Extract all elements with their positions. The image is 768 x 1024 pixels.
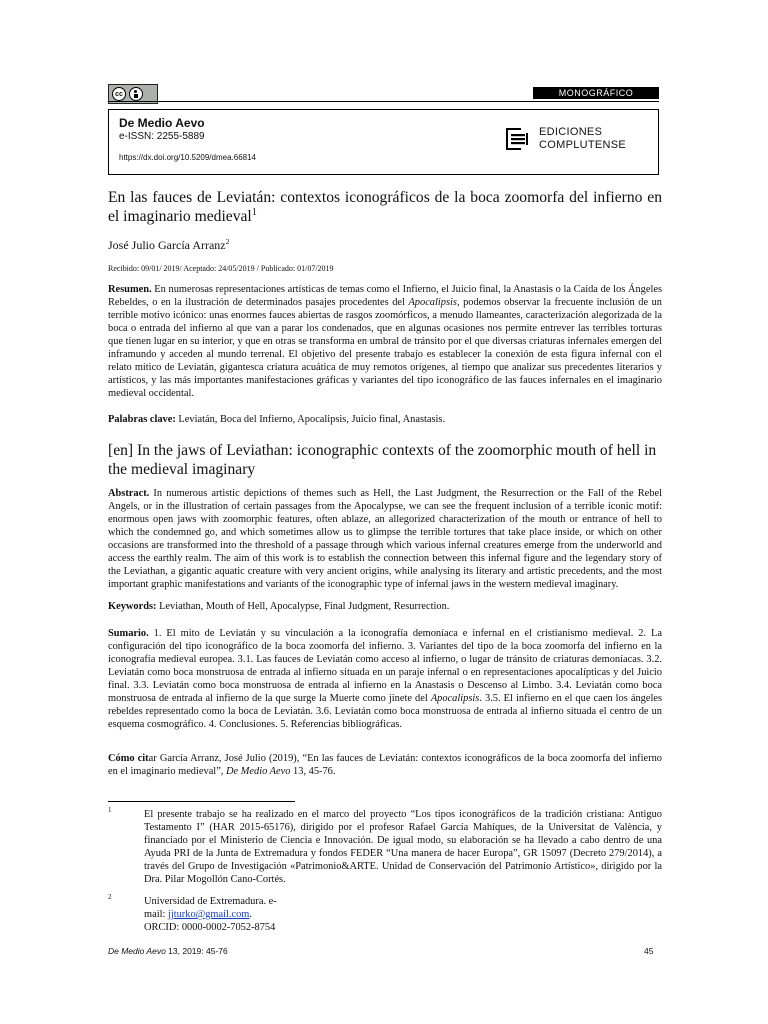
sumario-italic: Apocalipsis: [430, 693, 480, 704]
footnote-2-affiliation: Universidad de Extremadura. e-: [144, 896, 277, 907]
by-attribution-icon: [129, 87, 143, 101]
footnote-2-orcid: ORCID: 0000-0002-7052-8754: [144, 922, 276, 933]
footer-journal-name: De Medio Aevo: [108, 946, 166, 956]
keywords: [108, 600, 662, 613]
abstract-label: Abstract.: [108, 488, 150, 499]
resumen-italic: Apocalipsis: [408, 297, 457, 308]
citation-journal-italic: De Medio Aevo: [226, 766, 291, 777]
resumen-text-2: , podemos observar la frecuente inclusión de un terrible motivo icónico: unas enormes fauces abiertas de rasgos zoomórficos, a menudo llameantes, caracterización alegorizada de la boca o entrada del infierno al que van a parar los condenados, que en algunas ocasiones nos permite entrever las terribles torturas que tienen lugar en su interior, y que en otras se transforma en umbral de tránsito por el que diversas criaturas infernales emergen del inframundo y acceden al mundo terrenal. El objetivo del presente trabajo es establecer la conexión de esta figura infernal con el relato mítico de Leviatán, gigantesca criatura acuática de muy remotos orígenes, al tiempo que analizar sus precedentes literarios y artísticos, y las más importantes manifestaciones gráficas y variantes del tipo iconográfico de las fauces infernales en el imaginario medieval occidental.: [108, 297, 662, 399]
author-email-link[interactable]: jjturko@gmail.com: [167, 909, 250, 920]
publisher-name-line2: COMPLUTENSE: [539, 139, 627, 151]
citation-label: Cómo cit: [108, 753, 149, 764]
page-number: 45: [644, 946, 654, 956]
sumario-text-1: 1. El mito de Leviatán y su vinculación a la iconografía demoníaca e infernal en el cristianismo medieval. 2. La configuración del tipo iconográfico de la boca zoomorfa del infierno. 3. Variantes del tipo de la boca zoomorfa del infierno en la iconografía medieval europea. 3.1. Las fauces de Leviatán como acceso al infierno, o lugar de tránsito de criaturas demoníacas. 3.2. Leviatán como boca monstruosa de entrada al infierno situada en un paraje infernal o en representaciones apocalípticas y del Juicio final. 3.3. Leviatán como boca monstruosa de entrada al infierno en la Anastasis o Descenso al Limbo. 3.4. Leviatán como boca monstruosa de entrada al infierno de la que surge la Muerte como jinete del: [108, 628, 662, 704]
title-es-text: En las fauces de Leviatán: contextos iconográficos de la boca zoomorfa del infierno en el imaginario medieval: [108, 189, 662, 225]
article-title-es: [108, 188, 662, 226]
publication-dates: Recibido: 09/01/ 2019/ Aceptado: 24/05/2019 / Publicado: 01/07/2019: [108, 264, 334, 273]
abstract-paragraph: [108, 487, 662, 591]
article-title-en: [en] In the jaws of Leviathan: iconographic contexts of the zoomorphic mouth of hell in the medieval imaginary: [108, 442, 657, 478]
footnote-1-text: El presente trabajo se ha realizado en el marco del proyecto “Los tipos iconográficos de la tradición cristiana: Antiguo Testamento I” (HAR 2015-65176), dirigido por el profesor Rafael García Mahíques, de la Universitat de València, y financiado por el Ministerio de Ciencia e Innovación. De igual modo, su elaboración se ha llevado a cabo dentro de una Ayuda PRI de la Junta de Extremadura y fondos FEDER “Una manera de hacer Europa”, GR 15097 (Decreto 279/2014), a través del Grupo de Investigación «Patrimonio&ARTE. Unidad de Conservación del Patrimonio Artístico», dirigido por la Dra. Pilar Mogollón Cano-Cortés.: [144, 809, 662, 885]
footnote-2-mail-prefix: mail:: [144, 909, 168, 920]
palabras-label: Palabras clave:: [108, 414, 176, 425]
footnote-ref-1[interactable]: 1: [251, 206, 257, 218]
footer-citation: [108, 946, 228, 956]
footnote-2: [144, 895, 444, 934]
abstract-text: In numerous artistic depictions of themes such as Hell, the Last Judgment, the Resurrection or the Fall of the Rebel Angels, or in the illustration of certain passages from the Apocalypse, we can see the frequent inclusion of a terrible iconic motif: enormous open jaws with zoomorphic features, often ablaze, an allegorized characterization of the mouth or entrance of hell to which the condemned go, and which sometimes allow us to glimpse the terrible tortures that take place inside, or which on other occasions are transformed into the threshold of a passage through which various infernal creatures emerge from the underworld and access the earthly realm. The aim of this work is to establish the connection between this infernal figure and the legendary story of the Leviathan, a gigantic aquatic creature with very ancient origins, while analysing its literary and artistic precedents, and the most important graphic manifestations and variants of the iconographic type of infernal jaws in the western medieval imaginary.: [108, 488, 662, 590]
footnote-1-marker: 1: [108, 806, 112, 814]
author-line: [108, 238, 230, 253]
publisher-name-line1: EDICIONES: [539, 126, 603, 138]
footnote-rule: [108, 801, 295, 802]
sumario-paragraph: [108, 627, 662, 731]
resumen-paragraph: [108, 283, 662, 400]
footnote-2-marker: 2: [108, 893, 112, 901]
journal-name: De Medio Aevo: [119, 116, 205, 130]
footnote-ref-2[interactable]: 2: [225, 237, 230, 246]
citation-text-2: 13, 45-76.: [290, 766, 336, 777]
sumario-label: Sumario.: [108, 628, 149, 639]
journal-issn: e-ISSN: 2255-5889: [119, 131, 205, 142]
section-label: MONOGRÁFICO: [533, 87, 659, 99]
keywords-label: Keywords:: [108, 601, 157, 612]
footnote-2-mail-suffix: .: [249, 909, 252, 920]
sumario-text-2: . 3.5. El infierno en el que caen los ángeles rebeldes representado como la boca de Leviatán. 3.6. Leviatán como boca monstruosa de entrada al infierno situada el centro de un esquema cosmográfico. 4. Conclusiones. 5. Referencias bibliográficas.: [108, 693, 662, 730]
resumen-label: Resumen.: [108, 284, 152, 295]
footnote-2-mail-line: [144, 908, 444, 921]
author-name: José Julio García Arranz: [108, 238, 226, 252]
resumen-text-1: En numerosas representaciones artísticas de temas como el Infierno, el Juicio final, la Anastasis o la Caída de los Ángeles Rebeldes, o en la ilustración de determinados pasajes procedentes del: [108, 284, 662, 308]
palabras-text: Leviatán, Boca del Infierno, Apocalipsis, Juicio final, Anastasis.: [175, 414, 446, 425]
citation-text-1: ar García Arranz, José Julio (2019), “En las fauces de Leviatán: contextos iconográficos de la boca zoomorfa del infierno en el imaginario medieval”,: [108, 753, 662, 777]
doi-link[interactable]: https://dx.doi.org/10.5209/dmea.66814: [119, 153, 256, 162]
citation-paragraph: [108, 752, 662, 778]
header-rule: [108, 101, 659, 102]
ediciones-complutense-logo-icon: [506, 128, 528, 150]
keywords-text: Leviathan, Mouth of Hell, Apocalypse, Final Judgment, Resurrection.: [156, 601, 450, 612]
cc-icon: cc: [112, 87, 126, 101]
palabras-clave: [108, 413, 662, 426]
footer-citation-text: 13, 2019: 45-76: [165, 946, 228, 956]
